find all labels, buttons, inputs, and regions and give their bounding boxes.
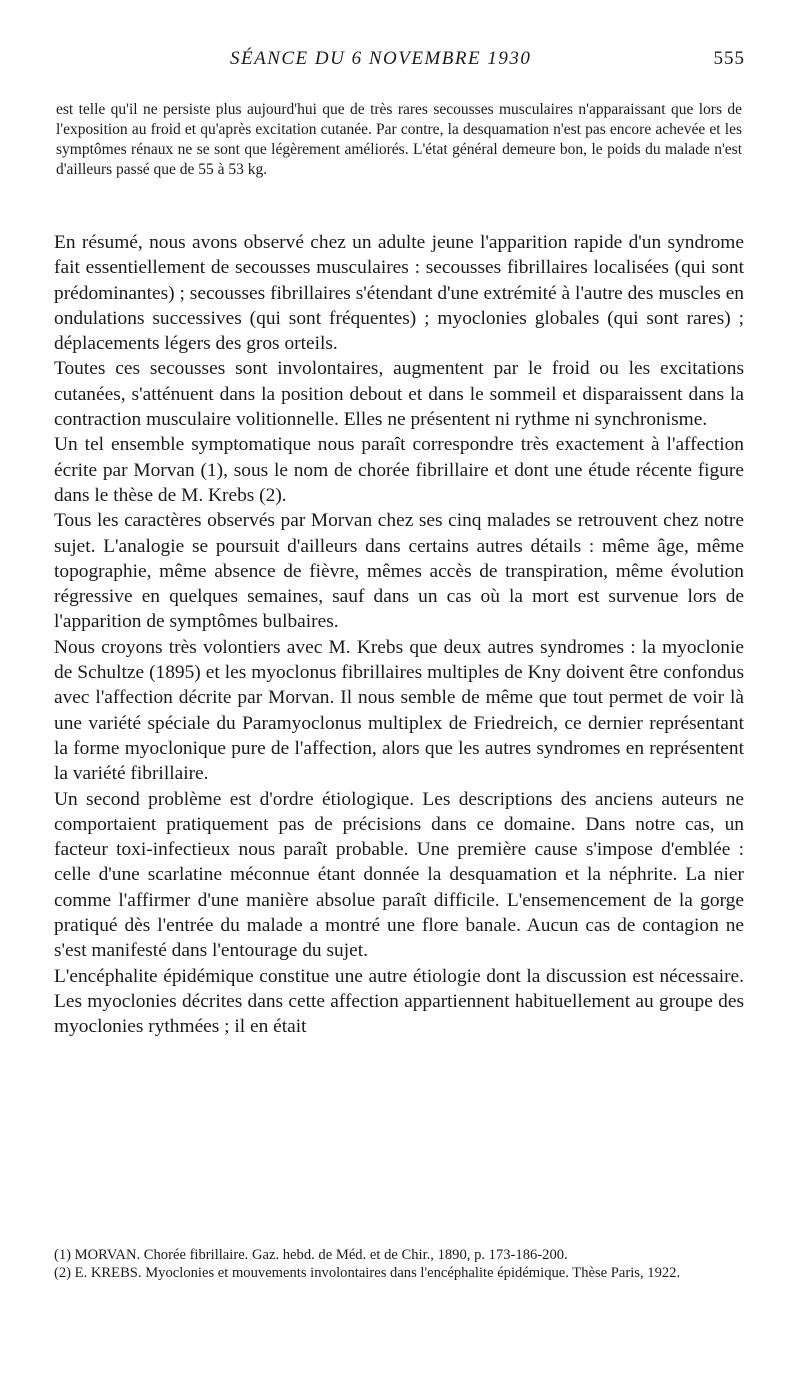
page-number: 555 bbox=[713, 48, 745, 69]
intro-paragraph: est telle qu'il ne persiste plus aujourd'hui que de très rares secousses musculaires n'apparaissant que lors de l'exposition au froid et qu'après excitation cutanée. Par contre, la desquamation n'est pas encore achevée et les symptômes rénaux ne se sont que légèrement améliorés. L'état général demeure bon, le poids du malade n'est d'ailleurs passé que de 55 à 53 kg. bbox=[56, 100, 742, 178]
paragraph-etiology: Un second problème est d'ordre étiologique. Les descriptions des anciens auteurs ne comportaient pratiquement pas de précisions dans ce domaine. Dans notre cas, un facteur toxi-infectieux nous paraît probable. Une première cause s'impose d'emblée : celle d'une scarlatine méconnue étant donnée la desquamation et la néphrite. La nier comme l'affirmer d'une manière absolue paraît difficile. L'ensemencement de la gorge pratiqué dès l'entrée du malade a montré une flore banale. Aucun cas de contagion ne s'est manifesté dans l'entourage du sujet. bbox=[54, 788, 744, 962]
footnote-2: (2) E. KREBS. Myoclonies et mouvements involontaires dans l'encéphalite épidémique. Thèse Paris, 1922. bbox=[54, 1264, 681, 1281]
paragraph-morvan-correspondence: Un tel ensemble symptomatique nous paraît correspondre très exactement à l'affection écrite par Morvan (1), sous le nom de chorée fibrillaire et dont une étude récente figure dans le thèse de M. Krebs (2). bbox=[54, 434, 744, 506]
footnote-1: (1) MORVAN. Chorée fibrillaire. Gaz. hebd. de Méd. et de Chir., 1890, p. 173-186-200. bbox=[54, 1247, 568, 1263]
paragraph-characteristics: Toutes ces secousses sont involontaires, augmentent par le froid ou les excitations cutanées, s'atténuent dans la position debout et dans le sommeil et disparaissent dans la contraction musculaire volitionnelle. Elles ne présentent ni rythme ni synchronisme. bbox=[54, 358, 744, 431]
paragraph-summary: En résumé, nous avons observé chez un adulte jeune l'apparition rapide d'un syndrome fait essentiellement de secousses musculaires : secousses fibrillaires localisées (qui sont prédominantes) ; secousses fibrillaires s'étendant d'une extrémité à l'autre des muscles en ondulations successives (qui sont fréquentes) ; myoclonies globales (qui sont rares) ; déplacements légers des gros orteils. bbox=[54, 232, 744, 355]
body-text bbox=[54, 230, 744, 1040]
paragraph-analogy: Tous les caractères observés par Morvan chez ses cinq malades se retrouvent chez notre sujet. L'analogie se poursuit d'ailleurs dans certains autres détails : même âge, même topographie, même absence de fièvre, mêmes accès de transpiration, même évolution régressive en quelques semaines, sauf dans un cas où la mort est survenue lors de l'apparition de symptômes bulbaires. bbox=[54, 510, 744, 633]
running-head-title: SÉANCE DU 6 NOVEMBRE 1930 bbox=[230, 48, 532, 69]
running-head bbox=[55, 48, 745, 78]
paragraph-related-syndromes: Nous croyons très volontiers avec M. Krebs que deux autres syndromes : la myoclonie de Schultze (1895) et les myoclonus fibrillaires multiples de Kny doivent être confondus avec l'affection décrite par Morvan. Il nous semble de même que tout permet de voir là une variété spéciale du Paramyoclonus multiplex de Friedreich, ce dernier représentant la forme myoclonique pure de l'affection, alors que les autres syndromes en représentent la variété fibrillaire. bbox=[54, 636, 744, 785]
footnotes bbox=[54, 1247, 744, 1282]
paragraph-encephalitis: L'encéphalite épidémique constitue une autre étiologie dont la discussion est nécessaire. Les myoclonies décrites dans cette affection appartiennent habituellement au groupe des myoclonies rythmées ; il en était bbox=[54, 965, 744, 1038]
